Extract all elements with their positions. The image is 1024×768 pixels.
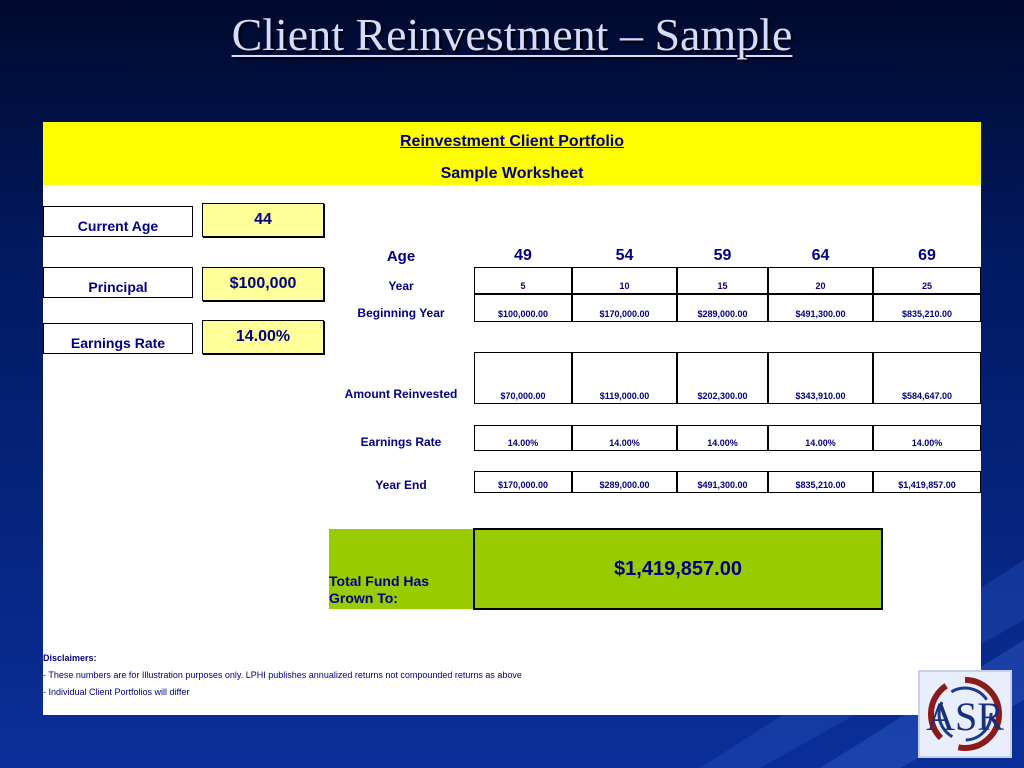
worksheet-subtitle: Sample Worksheet: [440, 165, 584, 182]
worksheet-title: Reinvestment Client Portfolio: [399, 133, 625, 150]
asr-logo-graphic: [920, 672, 1010, 756]
year-cell: 25: [873, 267, 981, 294]
year-cell: 15: [677, 267, 768, 294]
asr-logo: [918, 670, 1012, 758]
amount-reinvested-cell: $70,000.00: [474, 352, 572, 404]
beginning-year-cell: $170,000.00: [572, 294, 677, 322]
age-header-cell: 69: [918, 247, 936, 264]
earnings-rate-cell: 14.00%: [677, 425, 768, 451]
total-value: $1,419,857.00: [473, 528, 883, 610]
age-header-cell: 59: [713, 247, 732, 264]
amount-reinvested-cell: $119,000.00: [572, 352, 677, 404]
beginning-year-cell: $289,000.00: [677, 294, 768, 322]
amount-reinvested-row-label: Amount Reinvested: [344, 387, 458, 401]
worksheet: [43, 122, 981, 715]
earnings-rate-label: Earnings Rate: [43, 323, 193, 354]
earnings-rate-cell: 14.00%: [873, 425, 981, 451]
total-label-cell: [329, 529, 473, 609]
year-cell: 5: [474, 267, 572, 294]
earnings-rate-cell: 14.00%: [474, 425, 572, 451]
age-header-cell: 49: [514, 247, 532, 264]
current-age-value: 44: [202, 203, 324, 237]
year-cell: 10: [572, 267, 677, 294]
year-row-label: Year: [388, 279, 414, 293]
earnings-rate-row-label: Earnings Rate: [360, 435, 442, 449]
year-end-cell: $289,000.00: [572, 471, 677, 493]
beginning-year-cell: $835,210.00: [873, 294, 981, 322]
principal-label: Principal: [43, 267, 193, 298]
age-header-cell: 64: [811, 247, 830, 264]
amount-reinvested-cell: $202,300.00: [677, 352, 768, 404]
amount-reinvested-cell: $343,910.00: [768, 352, 873, 404]
slide-title: Client Reinvestment – Sample: [231, 9, 793, 60]
disclaimer-line: - Individual Client Portfolios will differ: [43, 687, 190, 697]
age-row-label: Age: [386, 248, 416, 265]
beginning-year-row-label: Beginning Year: [357, 306, 445, 320]
year-cell: 20: [768, 267, 873, 294]
year-end-row-label: Year End: [375, 478, 427, 492]
worksheet-header: [43, 122, 981, 185]
beginning-year-cell: $100,000.00: [474, 294, 572, 322]
age-header-cell: 54: [615, 247, 634, 264]
earnings-rate-cell: 14.00%: [768, 425, 873, 451]
beginning-year-cell: $491,300.00: [768, 294, 873, 322]
year-end-cell: $170,000.00: [474, 471, 572, 493]
earnings-rate-cell: 14.00%: [572, 425, 677, 451]
year-end-cell: $1,419,857.00: [873, 471, 981, 493]
svg-text:ASR: ASR: [926, 694, 1004, 739]
current-age-label: Current Age: [43, 206, 193, 237]
disclaimer-line: - These numbers are for Illustration purposes only. LPHI publishes annualized returns not compounded returns as above: [43, 670, 522, 680]
principal-value: $100,000: [202, 267, 324, 301]
earnings-rate-value: 14.00%: [202, 320, 324, 354]
amount-reinvested-cell: $584,647.00: [873, 352, 981, 404]
year-end-cell: $835,210.00: [768, 471, 873, 493]
total-label: Total Fund Has Grown To:: [329, 573, 430, 606]
year-end-cell: $491,300.00: [677, 471, 768, 493]
disclaimers-heading: Disclaimers:: [43, 653, 97, 663]
